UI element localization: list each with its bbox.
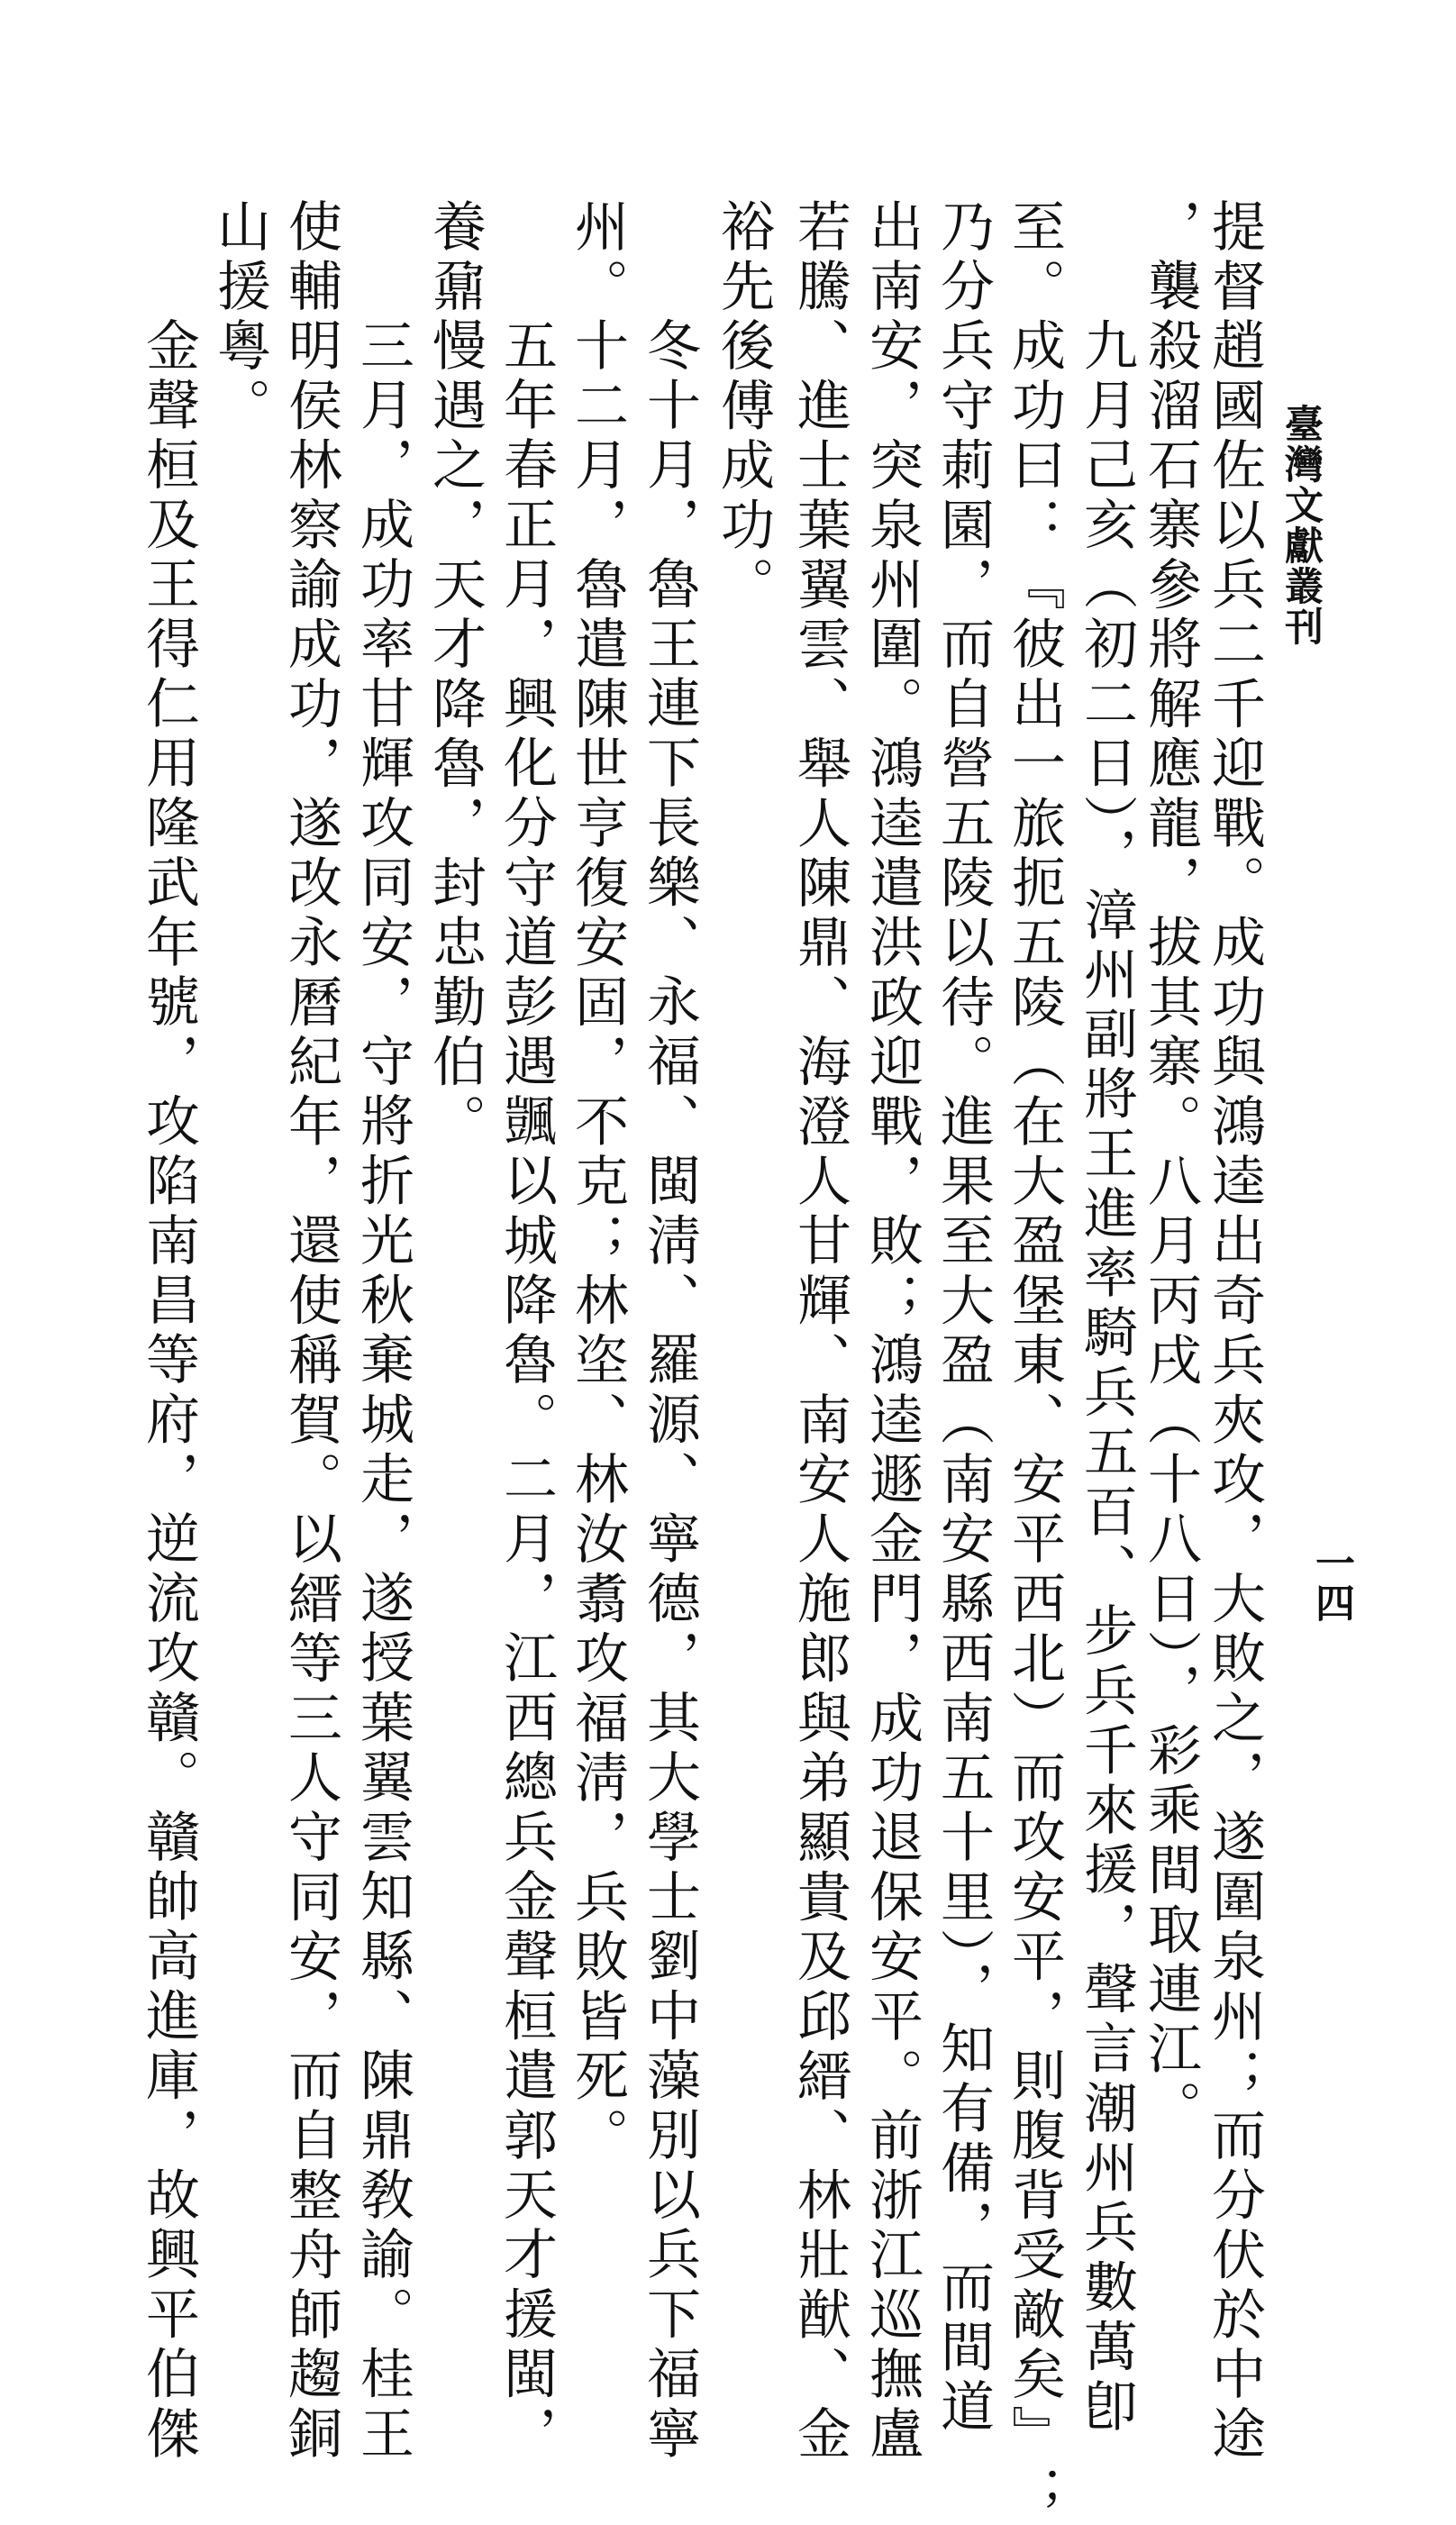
text-column: ，襲殺溜石寨參將解應龍，拔其寨。八月丙戌（十八日），彩乘間取連江。 xyxy=(1139,198,1202,2140)
running-title: 臺灣文獻叢刊 xyxy=(1279,404,1324,647)
text-column: 州。十二月，魯遣陳世亨復安固，不克；林垐、林汝翥攻福淸，兵敗皆死。 xyxy=(566,198,629,2167)
text-column: 若騰、進士葉翼雲、舉人陳鼎、海澄人甘輝、南安人施郎與弟顯貴及邱縉、林壯猷、金 xyxy=(788,198,851,2466)
text-column: 金聲桓及王得仁用隆武年號，攻陷南昌等府，逆流攻贛。贛帥高進庫，故興平伯傑 xyxy=(137,317,200,2466)
text-column: 三月，成功率甘輝攻同安，守將折光秋棄城走，遂授葉翼雲知縣、陳鼎敎諭。桂王 xyxy=(351,317,414,2466)
text-column: 冬十月，魯王連下長樂、永福、閩淸、羅源、寧德，其大學士劉中藻別以兵下福寧 xyxy=(638,317,701,2466)
text-column: 九月己亥（初二日），漳州副將王進率騎兵五百、步兵千來援，聲言潮州兵數萬卽 xyxy=(1075,317,1138,2438)
text-column: 裕先後傅成功。 xyxy=(712,198,775,616)
text-column: 提督趙國佐以兵二千迎戰。成功與鴻逵出奇兵夾攻，大敗之，遂圍泉州；而分伏於中途 xyxy=(1203,198,1266,2466)
text-column: 至。成功曰：『彼出一旅扼五陵（在大盈堡東、安平西北）而攻安平，則腹背受敵矣』； xyxy=(1003,198,1066,2525)
text-column: 養鼐慢遇之，天才降魯，封忠勤伯。 xyxy=(423,198,487,1153)
text-column: 使輔明侯林察諭成功，遂改永曆紀年，還使稱賀。以縉等三人守同安，而自整舟師趨銅 xyxy=(279,198,342,2466)
text-column: 出南安，突泉州圍。鴻逵遣洪政迎戰，敗；鴻逵遯金門，成功退保安平。前浙江巡撫盧 xyxy=(860,198,924,2466)
text-column: 五年春正月，興化分守道彭遇颽以城降魯。二月，江西總兵金聲桓遣郭天才援閩， xyxy=(495,317,558,2466)
text-column: 乃分兵守莿園，而自營五陵以待。進果至大盈（南安縣西南五十里），知有備，而間道 xyxy=(932,198,995,2438)
page-number: 一四 xyxy=(1308,1543,1354,1622)
text-column: 山援粵。 xyxy=(208,198,271,437)
